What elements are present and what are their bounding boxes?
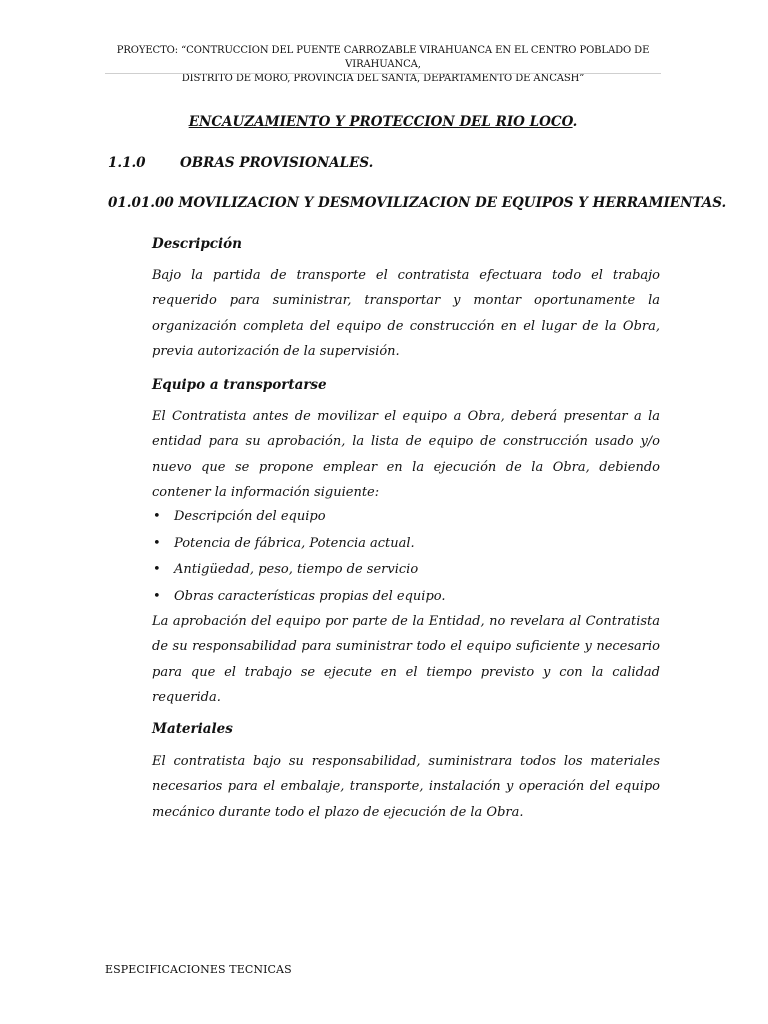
section-number: 1.1.0 xyxy=(108,155,146,171)
descripcion-paragraph: Bajo la partida de transporte el contratista efectuara todo el trabajo requerido para suministrar, transportar y montar oportunamente la organización completa del equipo de construcción en el lugar de la Obra, previa autorización de la supervisión. xyxy=(152,268,660,359)
document-title xyxy=(105,114,661,130)
bullet-icon: • xyxy=(153,562,161,577)
equipo-closing-paragraph: La aprobación del equipo por parte de la Entidad, no revelara al Contratista de su responsabilidad para suministrar todo el equipo suficiente y necesario para que el trabajo se ejecute en el tiempo previsto y con la calidad requerida. xyxy=(152,614,660,705)
descripcion-heading: Descripción xyxy=(152,236,242,252)
section-heading xyxy=(108,155,373,171)
list-item-text: Descripción del equipo xyxy=(174,509,326,524)
section-label: OBRAS PROVISIONALES. xyxy=(180,155,374,171)
list-item-text: Potencia de fábrica, Potencia actual. xyxy=(174,535,415,551)
bullet-icon: • xyxy=(153,509,161,524)
page-header xyxy=(105,44,661,86)
list-item xyxy=(152,584,660,611)
list-item xyxy=(152,557,660,584)
header-divider xyxy=(105,73,661,74)
header-line-2: DISTRITO DE MORO, PROVINCIA DEL SANTA, DEPARTAMENTO DE ANCASH” xyxy=(181,73,585,84)
equipo-intro-paragraph: El Contratista antes de movilizar el equipo a Obra, deberá presentar a la entidad para su aprobación, la lista de equipo de construcción usado y/o nuevo que se propone emplear en la ejecución de la Obra, debiendo contener la información siguiente: xyxy=(152,409,660,500)
list-item-text: Antigüedad, peso, tiempo de servicio xyxy=(174,562,419,577)
bullet-icon: • xyxy=(153,588,161,604)
equipo-heading: Equipo a transportarse xyxy=(152,377,327,393)
document-title-text: ENCAUZAMIENTO Y PROTECCION DEL RIO LOCO xyxy=(188,114,573,130)
bullet-icon: • xyxy=(153,535,161,551)
header-line-1: PROYECTO: “CONTRUCCION DEL PUENTE CARROZABLE VIRAHUANCA EN EL CENTRO POBLADO DE VIRAHUANCA, xyxy=(116,45,650,70)
list-item-text: Obras características propias del equipo. xyxy=(174,588,446,604)
item-heading: 01.01.00 MOVILIZACION Y DESMOVILIZACION DE EQUIPOS Y HERRAMIENTAS. xyxy=(108,195,727,211)
materiales-paragraph: El contratista bajo su responsabilidad, suministrara todos los materiales necesarios para el embalaje, transporte, instalación y operación del equipo mecánico durante todo el plazo de ejecución de la Obra. xyxy=(152,754,660,820)
page-footer: ESPECIFICACIONES TECNICAS xyxy=(105,963,292,976)
equipo-bullet-list xyxy=(152,504,660,610)
list-item xyxy=(152,531,660,558)
list-item xyxy=(152,504,660,531)
document-title-suffix: . xyxy=(572,114,578,130)
materiales-heading: Materiales xyxy=(152,721,233,737)
